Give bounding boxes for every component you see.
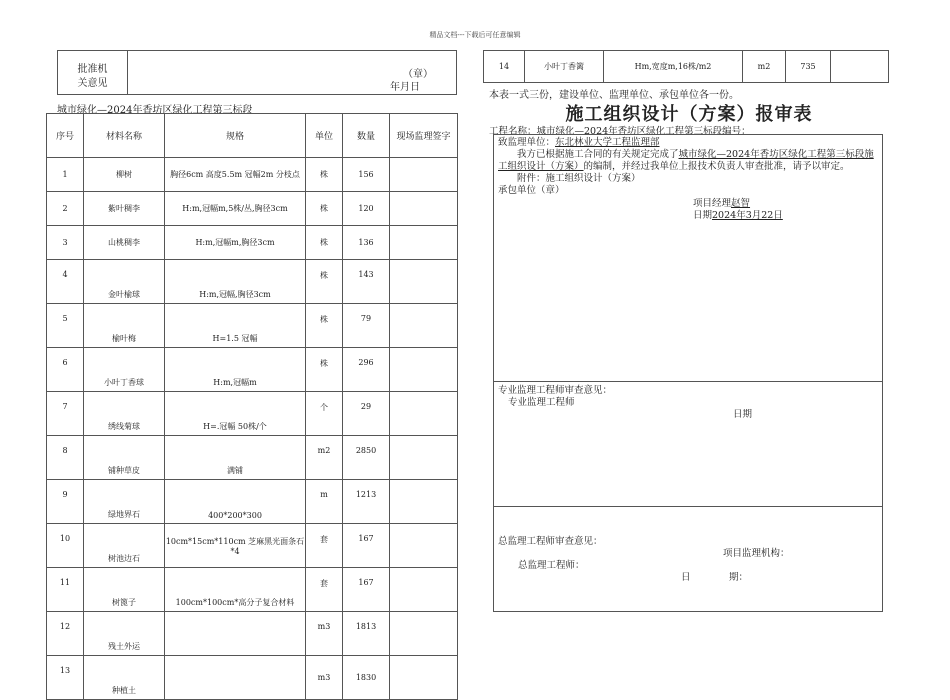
cell-unit: 株	[306, 260, 343, 304]
pm-name: 赵智	[731, 198, 751, 209]
contractor-line: 承包单位（章）	[498, 185, 565, 196]
approval-seal: （章）	[403, 69, 433, 80]
cell-sign	[390, 226, 458, 260]
cell-name: 种植土	[84, 656, 165, 700]
table-row	[47, 480, 458, 524]
cell-unit: m2	[743, 51, 786, 83]
cell-qty: 120	[343, 192, 390, 226]
cell-spec: 10cm*15cm*110cm 芝麻黑光面条石*4	[165, 524, 306, 568]
cell-unit: 株	[306, 348, 343, 392]
specialist-date: 日期	[733, 409, 753, 420]
to-value: 东北林业大学工程监理部	[555, 137, 660, 148]
copies-note: 本表一式三份，建设单位、监理单位、承包单位各一份。	[489, 90, 739, 101]
pm-label: 项目经理	[693, 198, 732, 209]
approval-label-line1: 批准机	[77, 64, 108, 75]
cell-spec: H:m,冠幅,胸径3cm	[165, 260, 306, 304]
cell-no: 13	[47, 656, 84, 700]
cell-sign	[390, 656, 458, 700]
table-row	[47, 568, 458, 612]
cell-qty: 79	[343, 304, 390, 348]
col-header-spec: 规格	[165, 114, 306, 158]
to-label: 致监理单位：	[498, 137, 556, 148]
cell-unit: m3	[306, 656, 343, 700]
cell-name: 小叶丁香球	[84, 348, 165, 392]
col-header-unit: 单位	[306, 114, 343, 158]
cell-qty: 1813	[343, 612, 390, 656]
body-prefix: 我方已根据施工合同的有关规定完成了	[517, 149, 679, 160]
cell-name: 绣线菊球	[84, 392, 165, 436]
col-header-qty: 数量	[343, 114, 390, 158]
cell-sign	[390, 392, 458, 436]
col-header-no: 序号	[47, 114, 84, 158]
cell-name: 山桃稠李	[84, 226, 165, 260]
cell-unit: 套	[306, 524, 343, 568]
col-header-name: 材料名称	[84, 114, 165, 158]
attachment-line: 附件：施工组织设计（方案）	[517, 173, 641, 184]
cell-qty: 735	[786, 51, 831, 83]
cell-no: 12	[47, 612, 84, 656]
cell-spec: Hm,宽度m,16株/m2	[604, 51, 743, 83]
table-row	[47, 436, 458, 480]
cell-qty: 167	[343, 524, 390, 568]
project-name-no: 工程名称：城市绿化—2024年香坊区绿化工程第三标段编号：	[489, 126, 751, 137]
cell-no: 10	[47, 524, 84, 568]
cell-no: 11	[47, 568, 84, 612]
table-row	[47, 158, 458, 192]
cell-no: 2	[47, 192, 84, 226]
cell-name: 绿地界石	[84, 480, 165, 524]
chief-org: 项目监理机构：	[723, 548, 790, 559]
cell-qty: 136	[343, 226, 390, 260]
cell-name: 榆叶梅	[84, 304, 165, 348]
cell-spec	[165, 656, 306, 700]
cell-spec: 400*200*300	[165, 480, 306, 524]
cell-unit: 株	[306, 226, 343, 260]
date-label: 日期	[693, 210, 713, 221]
table-row	[47, 192, 458, 226]
cell-no: 1	[47, 158, 84, 192]
cell-sign	[390, 612, 458, 656]
to-line	[498, 137, 660, 149]
cell-qty: 156	[343, 158, 390, 192]
cell-qty: 1830	[343, 656, 390, 700]
col-header-sign: 现场监理签字	[390, 114, 458, 158]
cell-spec: H:m,冠幅m	[165, 348, 306, 392]
cell-qty: 167	[343, 568, 390, 612]
cell-name: 残土外运	[84, 612, 165, 656]
cell-no: 6	[47, 348, 84, 392]
specialist-engineer: 专业监理工程师	[508, 397, 575, 408]
cell-spec	[165, 612, 306, 656]
cell-no: 5	[47, 304, 84, 348]
cell-unit: m3	[306, 612, 343, 656]
cell-no: 3	[47, 226, 84, 260]
table-row	[47, 226, 458, 260]
body-project: 城市绿化—2024年香坊区绿化工程第三标段施工组织设计（方案）	[498, 149, 874, 172]
cell-sign	[390, 568, 458, 612]
materials-table	[46, 113, 458, 700]
cell-unit: 株	[306, 158, 343, 192]
cell-no: 8	[47, 436, 84, 480]
pm-line	[693, 198, 750, 210]
cell-qty: 143	[343, 260, 390, 304]
chief-engineer: 总监理工程师：	[518, 560, 585, 571]
cell-spec: 胸径6cm 高度5.5m 冠幅2m 分枝点	[165, 158, 306, 192]
table-row	[47, 304, 458, 348]
table-row	[47, 260, 458, 304]
row14-table	[483, 50, 889, 83]
cell-sign	[390, 158, 458, 192]
cell-no: 9	[47, 480, 84, 524]
cell-unit: m	[306, 480, 343, 524]
cell-spec: H=1.5 冠幅	[165, 304, 306, 348]
approval-box	[57, 50, 457, 95]
cell-spec: H:m,冠幅m,胸径3cm	[165, 226, 306, 260]
cell-sign	[390, 304, 458, 348]
cell-sign	[390, 524, 458, 568]
cell-unit: 套	[306, 568, 343, 612]
chief-review-section	[493, 507, 883, 612]
cell-no: 7	[47, 392, 84, 436]
cell-name: 紫叶稠李	[84, 192, 165, 226]
cell-name: 小叶丁香篱	[525, 51, 604, 83]
cell-unit: 株	[306, 192, 343, 226]
body-suffix: 的编制，并经过我单位上报技术负责人审查批准，请予以审定。	[583, 161, 850, 172]
specialist-review-section	[493, 382, 883, 507]
page-header-note: 精品文档---下载后可任意编辑	[429, 31, 521, 39]
form-title: 施工组织设计（方案）报审表	[565, 104, 813, 125]
table-row	[47, 612, 458, 656]
cell-unit: 株	[306, 304, 343, 348]
table-header-row	[47, 114, 458, 158]
cell-spec: H=.冠幅 50株/个	[165, 392, 306, 436]
cell-qty: 296	[343, 348, 390, 392]
chief-date-a: 日	[681, 572, 691, 583]
table-row	[47, 348, 458, 392]
cell-name: 铺种草皮	[84, 436, 165, 480]
table-row	[47, 524, 458, 568]
table-row	[484, 51, 889, 83]
cell-sign	[390, 436, 458, 480]
cell-sign	[390, 260, 458, 304]
chief-review-title: 总监理工程师审查意见：	[498, 536, 603, 547]
cell-unit: 个	[306, 392, 343, 436]
cell-spec: 100cm*100cm*高分子复合材料	[165, 568, 306, 612]
cell-name: 柳树	[84, 158, 165, 192]
approval-label-line2: 关意见	[77, 78, 108, 89]
date-value: 2024年3月22日	[712, 210, 783, 221]
body-paragraph	[498, 149, 880, 173]
cell-no: 4	[47, 260, 84, 304]
project-line: 城市绿化—2024年香坊区绿化工程第三标段	[57, 105, 253, 116]
cell-sign	[390, 480, 458, 524]
cell-qty: 1213	[343, 480, 390, 524]
chief-date-b: 期：	[729, 572, 749, 583]
table-row	[47, 656, 458, 700]
table-row	[47, 392, 458, 436]
specialist-review-title: 专业监理工程师审查意见：	[498, 385, 613, 396]
submission-section	[493, 134, 883, 382]
cell-sign	[831, 51, 889, 83]
cell-qty: 2850	[343, 436, 390, 480]
cell-sign	[390, 348, 458, 392]
approval-date: 年月日	[390, 82, 420, 93]
cell-qty: 29	[343, 392, 390, 436]
cell-name: 树池边石	[84, 524, 165, 568]
cell-no: 14	[484, 51, 525, 83]
cell-spec: 满铺	[165, 436, 306, 480]
cell-name: 树篦子	[84, 568, 165, 612]
cell-name: 金叶榆球	[84, 260, 165, 304]
cell-spec: H:m,冠幅m,5株/丛,胸径3cm	[165, 192, 306, 226]
date-line	[693, 210, 783, 222]
approval-label	[58, 51, 128, 94]
cell-sign	[390, 192, 458, 226]
cell-unit: m2	[306, 436, 343, 480]
